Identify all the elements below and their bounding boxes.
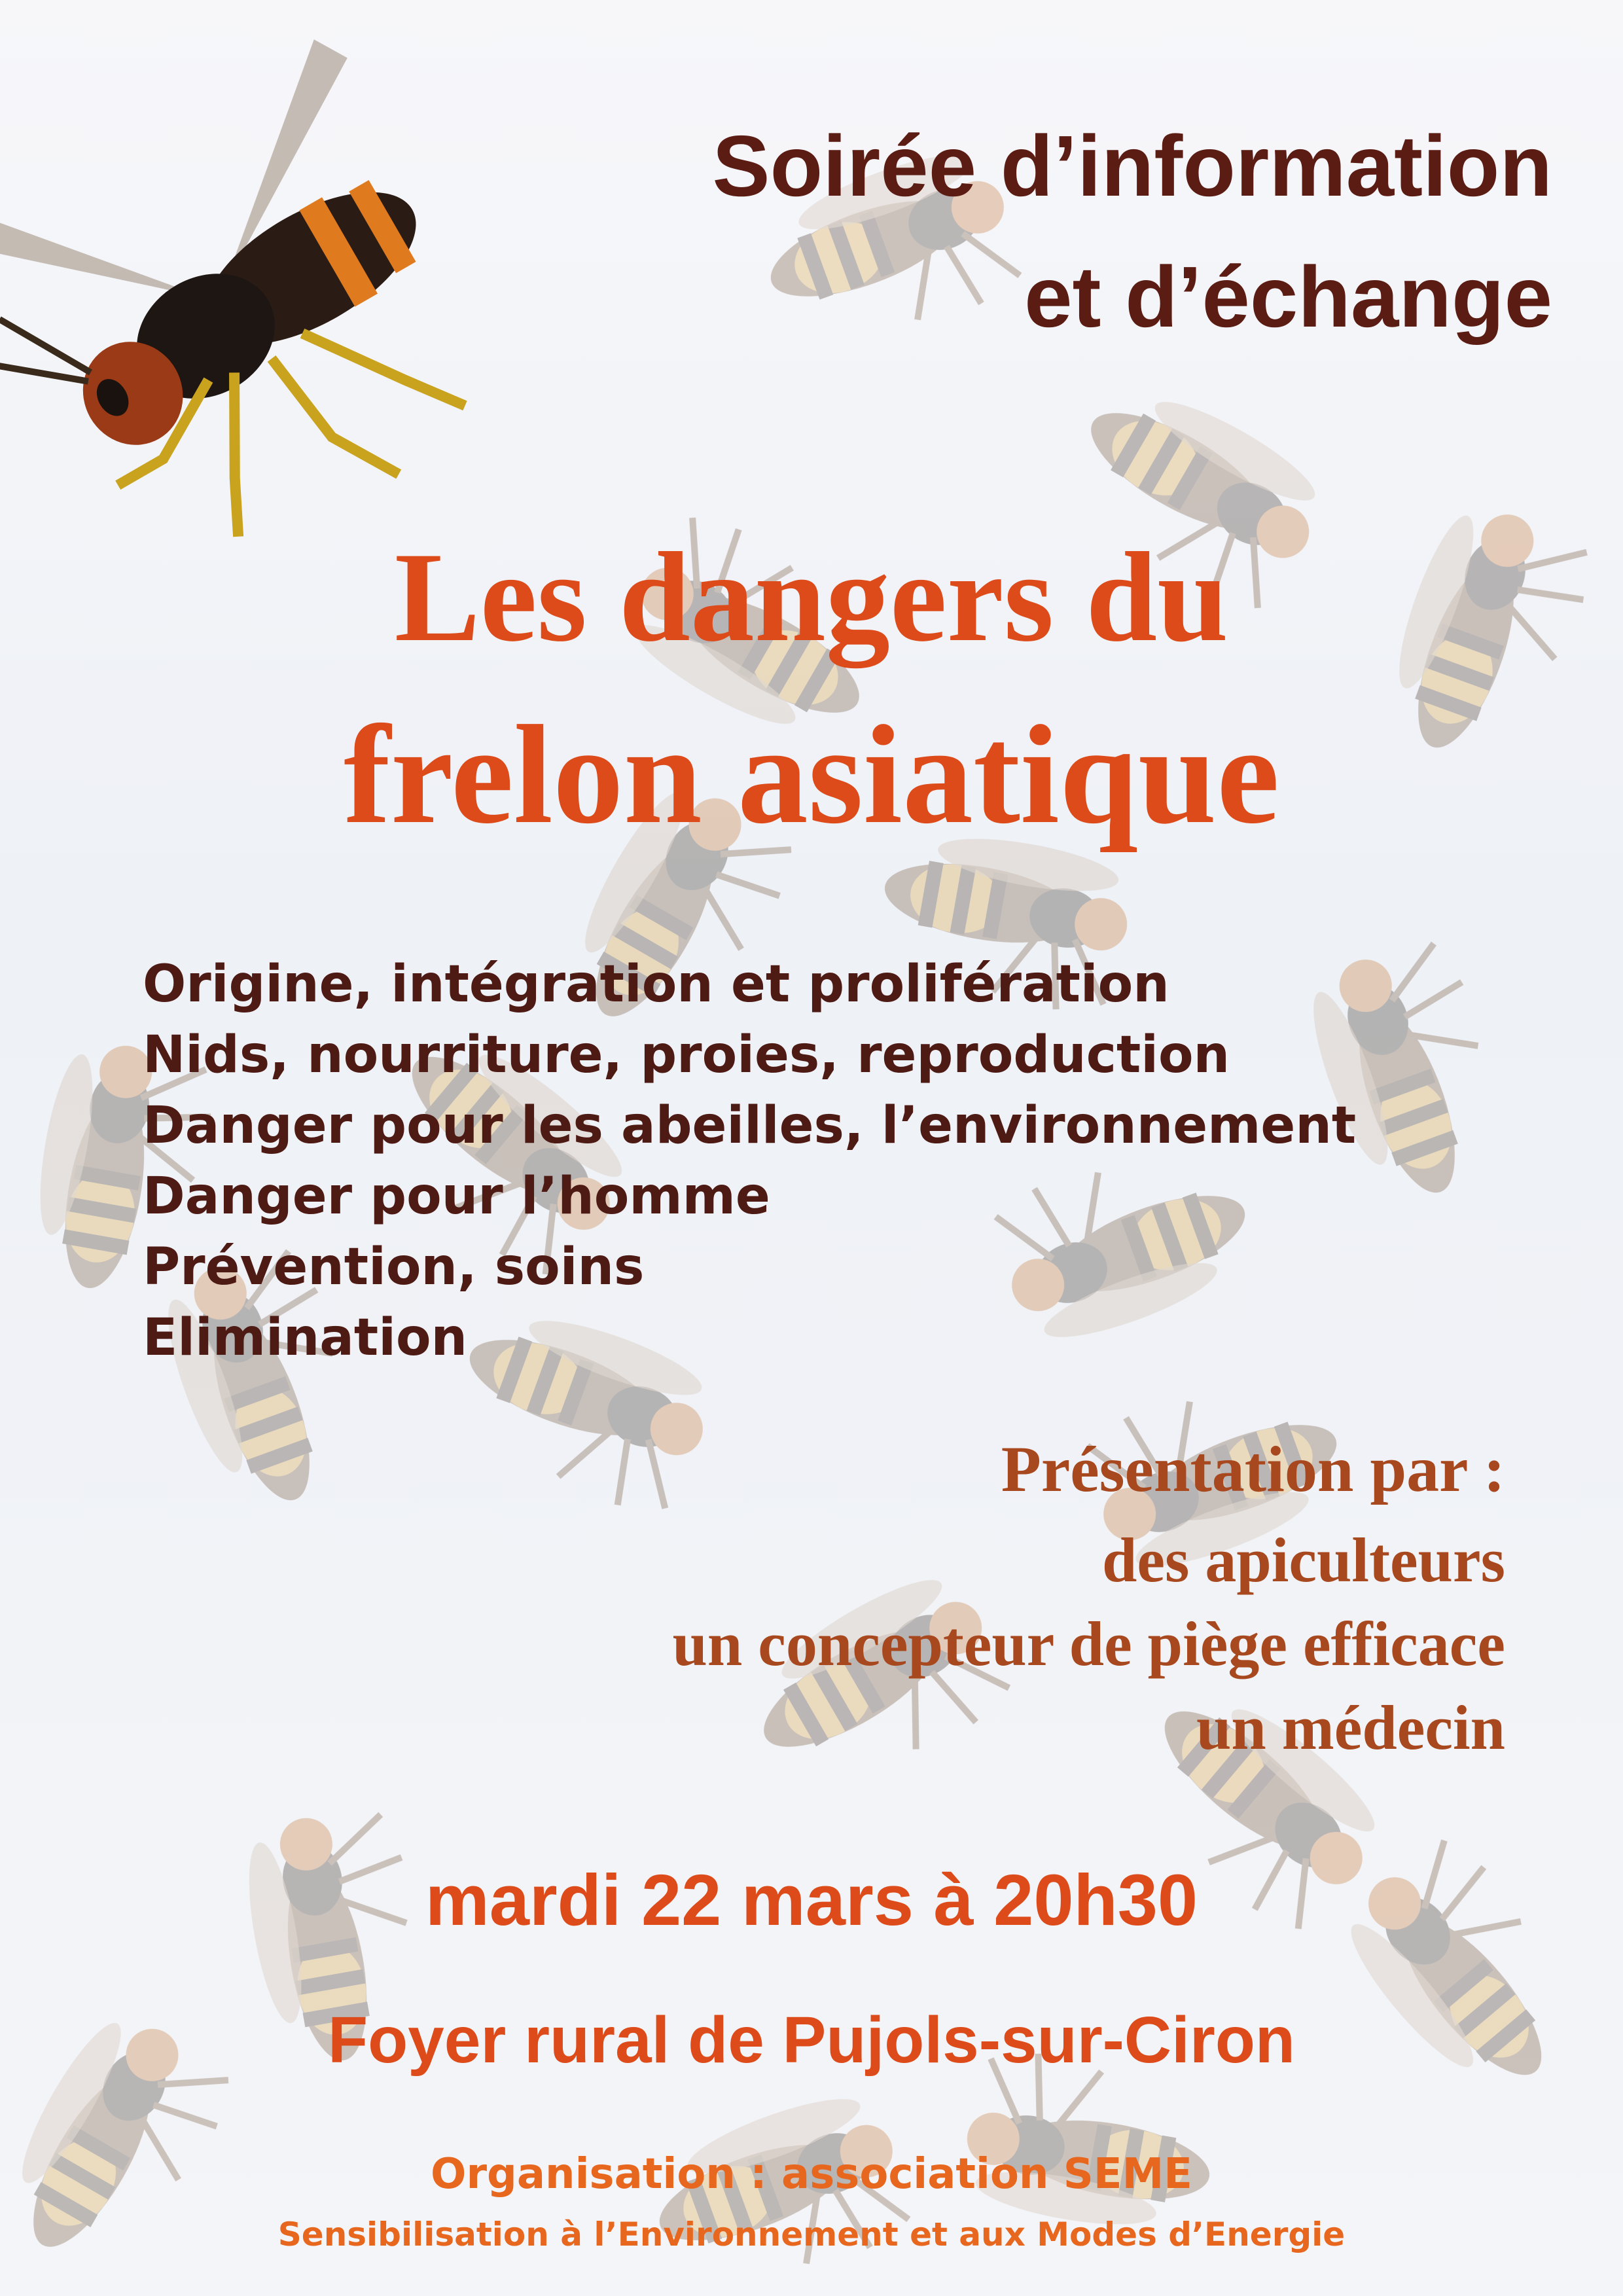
topic-item: Danger pour l’homme [143, 1167, 770, 1226]
organisation-line: Organisation : association SEME [431, 2150, 1192, 2198]
topic-item: Prévention, soins [143, 1238, 645, 1297]
event-venue: Foyer rural de Pujols-sur-Ciron [327, 2003, 1296, 2077]
title-line-1: Les dangers du [394, 526, 1229, 668]
subtitle-line-1: Soirée d’information [712, 118, 1552, 214]
topic-item: Elimination [143, 1308, 468, 1367]
title-line-2: frelon asiatique [343, 696, 1280, 853]
presenters-heading: Présentation par : [1001, 1433, 1505, 1505]
topics-list [143, 949, 1356, 1373]
presenter-item: des apiculteurs [1101, 1525, 1505, 1595]
presenter-item: un médecin [1196, 1693, 1505, 1763]
presenters-block [672, 1420, 1505, 1770]
organisation-full-name: Sensibilisation à l’Environnement et aux Modes d’Energie [277, 2215, 1346, 2253]
event-date: mardi 22 mars à 20h30 [425, 1860, 1198, 1941]
topic-item: Origine, intégration et prolifération [143, 955, 1169, 1014]
topic-item: Danger pour les abeilles, l’environnement [143, 1096, 1357, 1155]
presenter-item: un concepteur de piège efficace [672, 1609, 1505, 1679]
topic-item: Nids, nourriture, proies, reproduction [143, 1026, 1230, 1085]
subtitle-line-2: et d’échange [1024, 249, 1552, 345]
